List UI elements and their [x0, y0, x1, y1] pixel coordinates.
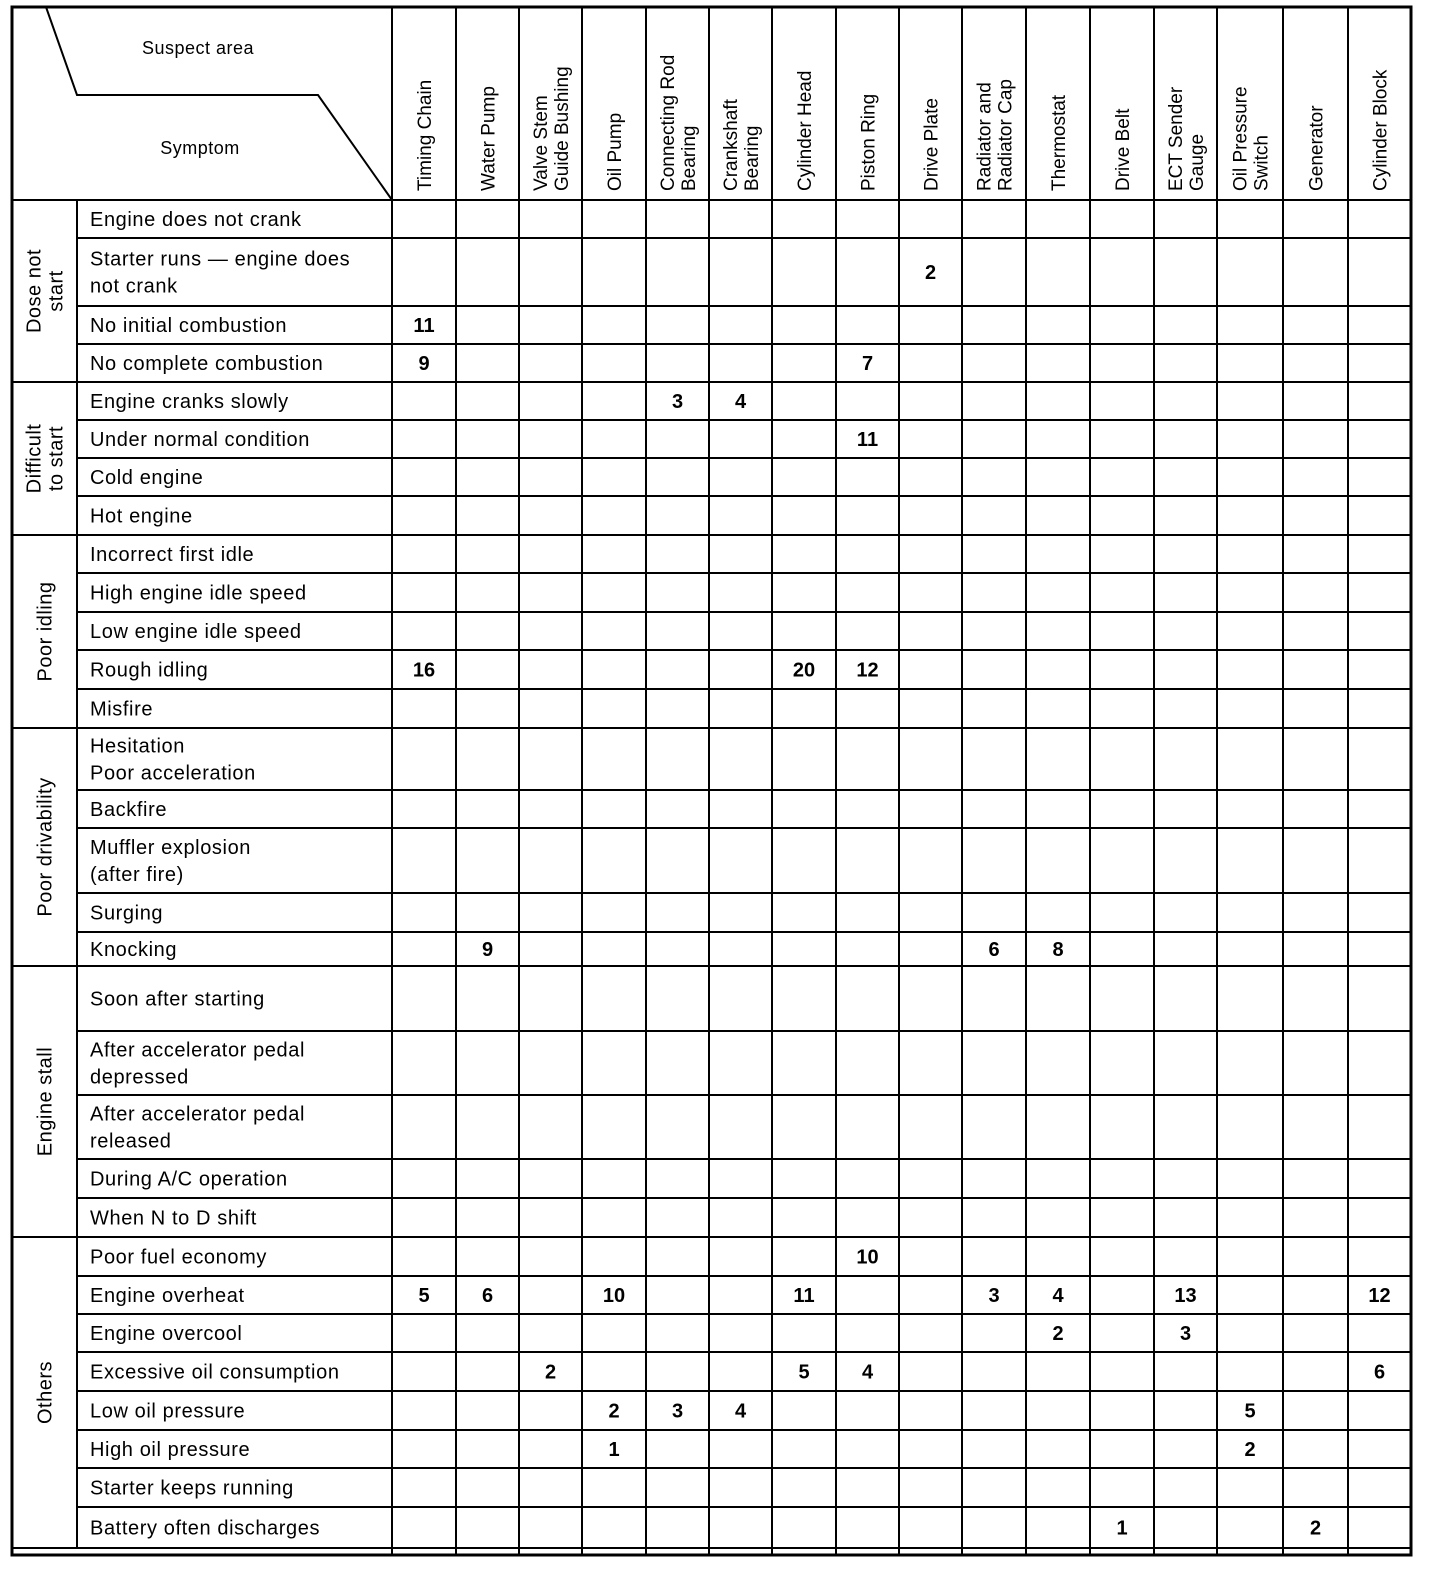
column-header: Drive Plate — [921, 98, 943, 191]
symptom-label: Incorrect first idle — [90, 544, 255, 566]
cell-value: 5 — [798, 1361, 810, 1384]
symptom-label: Poor acceleration — [90, 762, 256, 785]
symptom-label: Low engine idle speed — [90, 621, 302, 643]
cell-value: 6 — [1373, 1361, 1386, 1384]
symptom-label: Under normal condition — [90, 429, 310, 451]
group-label: Dose not — [23, 248, 46, 334]
column-header: Switch — [1251, 135, 1273, 191]
symptom-label: Soon after starting — [90, 988, 265, 1011]
column-header: Drive Belt — [1113, 108, 1134, 191]
symptom-label: Low oil pressure — [90, 1400, 246, 1423]
column-header: Timing Chain — [415, 79, 436, 191]
cell-value: 7 — [861, 353, 874, 375]
symptom-label: Engine does not crank — [90, 209, 302, 231]
symptom-label: High engine idle speed — [90, 582, 307, 605]
cell-value: 8 — [1052, 939, 1064, 961]
cell-value: 12 — [856, 659, 879, 682]
symptom-label: Engine cranks slowly — [90, 391, 289, 413]
cell-value: 9 — [481, 939, 494, 961]
column-header: Bearing — [742, 125, 763, 191]
cell-value: 4 — [734, 391, 747, 413]
symptom-label: released — [90, 1130, 172, 1153]
group-label: Poor drivability — [34, 777, 57, 917]
symptom-label: Hesitation — [90, 735, 185, 758]
cell-value: 2 — [1309, 1517, 1322, 1540]
group-label: Difficult — [23, 423, 46, 494]
column-header: Crankshaft — [721, 99, 742, 191]
cell-value: 10 — [602, 1285, 626, 1307]
symptom-label: When N to D shift — [90, 1207, 257, 1230]
cell-value: 4 — [734, 1400, 747, 1423]
cell-value: 3 — [1179, 1323, 1192, 1345]
column-header: Piston Ring — [858, 93, 880, 191]
suspect-area-label: Suspect area — [141, 38, 255, 58]
cell-value: 3 — [671, 391, 684, 413]
cell-value: 2 — [544, 1361, 557, 1384]
column-header: Radiator Cap — [995, 79, 1017, 191]
column-header: Water Pump — [478, 86, 500, 191]
column-header: Thermostat — [1049, 94, 1070, 191]
symptom-label: Engine overheat — [90, 1285, 245, 1307]
cell-value: 10 — [856, 1246, 879, 1269]
symptom-label: After accelerator pedal — [90, 1039, 306, 1062]
symptom-label: Poor fuel economy — [90, 1246, 267, 1269]
symptom-label: No complete combustion — [90, 353, 324, 375]
group-label: Engine stall — [34, 1046, 57, 1157]
symptom-label: Misfire — [90, 698, 154, 721]
cell-value: 16 — [412, 659, 436, 682]
column-header: Radiator and — [974, 82, 996, 191]
column-header: ECT Sender — [1166, 86, 1187, 191]
column-header: Oil Pump — [605, 112, 626, 191]
column-header: Cylinder Block — [1370, 69, 1392, 191]
cell-value: 3 — [988, 1285, 1000, 1307]
symptom-label: During A/C operation — [90, 1168, 288, 1191]
symptom-label: High oil pressure — [90, 1439, 251, 1461]
symptom-label: Muffler explosion — [90, 837, 252, 859]
cell-value: 4 — [1052, 1285, 1064, 1307]
cell-value: 1 — [1116, 1517, 1128, 1540]
cell-value: 11 — [793, 1285, 815, 1307]
symptom-label: Knocking — [90, 939, 178, 961]
symptom-label: Symptom — [160, 138, 240, 158]
cell-value: 9 — [418, 353, 430, 375]
cell-value: 20 — [792, 659, 816, 682]
column-header: Bearing — [679, 125, 700, 191]
group-label: Others — [34, 1360, 57, 1425]
group-label: to start — [45, 425, 68, 492]
group-label: Poor idling — [34, 581, 57, 682]
symptom-label: Surging — [90, 902, 164, 925]
symptom-label: Cold engine — [90, 467, 204, 489]
cell-value: 11 — [413, 315, 435, 337]
column-header: Cylinder Head — [795, 70, 816, 191]
symptom-label: depressed — [90, 1066, 189, 1089]
symptom-label: No initial combustion — [90, 315, 288, 337]
group-label: start — [45, 270, 68, 312]
column-header: Connecting Rod — [658, 54, 679, 191]
cell-value: 12 — [1368, 1285, 1391, 1307]
cell-value: 11 — [856, 429, 879, 451]
cell-value: 1 — [608, 1439, 620, 1461]
symptom-label: Starter keeps running — [90, 1477, 294, 1500]
cell-value: 2 — [1244, 1439, 1256, 1461]
cell-value: 6 — [481, 1285, 494, 1307]
symptom-label: Backfire — [90, 799, 168, 821]
symptom-label: Battery often discharges — [90, 1517, 321, 1540]
cell-value: 3 — [671, 1400, 684, 1423]
symptom-label: Starter runs — engine does — [90, 248, 351, 271]
cell-value: 6 — [988, 939, 1000, 961]
cell-value: 2 — [608, 1400, 620, 1423]
header-diagonal-divider — [46, 7, 392, 200]
cell-value: 5 — [1244, 1400, 1256, 1423]
cell-value: 2 — [924, 262, 937, 284]
column-header: Oil Pressure — [1230, 86, 1252, 191]
column-header: Valve Stem — [531, 95, 552, 191]
symptom-label: (after fire) — [90, 864, 184, 886]
cell-value: 2 — [1052, 1323, 1064, 1345]
column-header: Generator — [1306, 105, 1328, 191]
cell-value: 4 — [861, 1361, 874, 1384]
column-header: Guide Bushing — [552, 66, 573, 191]
symptom-label: Rough idling — [90, 659, 209, 682]
column-header: Gauge — [1187, 133, 1208, 191]
symptom-label: not crank — [90, 275, 178, 298]
symptom-label: Hot engine — [90, 505, 193, 528]
symptom-label: Engine overcool — [90, 1323, 243, 1345]
symptom-label: Excessive oil consumption — [90, 1361, 340, 1384]
symptom-label: After accelerator pedal — [90, 1103, 306, 1126]
cell-value: 5 — [418, 1285, 430, 1307]
cell-value: 13 — [1174, 1285, 1197, 1307]
